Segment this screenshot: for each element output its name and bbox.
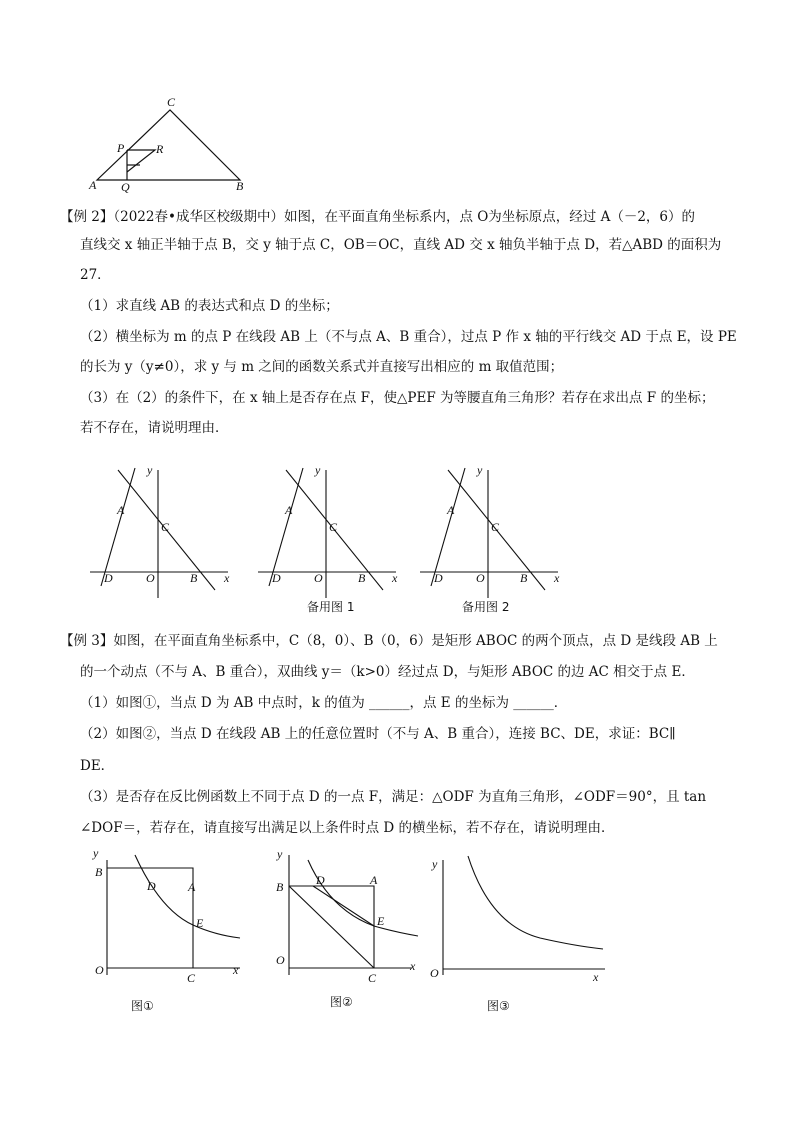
svg-text:A: A [188, 880, 196, 894]
svg-text:B: B [190, 571, 198, 585]
svg-text:A: A [89, 178, 97, 192]
svg-text:D: D [272, 571, 281, 585]
svg-text:y: y [477, 463, 483, 477]
svg-text:A: A [370, 873, 378, 887]
svg-text:y: y [147, 463, 153, 477]
svg-text:C: C [491, 520, 500, 534]
figure-caption: 图① [131, 999, 154, 1013]
svg-text:O: O [276, 953, 285, 967]
example2-line: （1）求直线 AB 的表达式和点 D 的坐标； [80, 298, 339, 314]
example3-line: 的一个动点（不与 A、B 重合），双曲线 y＝（k>0）经过点 D，与矩形 ABOC 的边 AC 相交于点 E． [80, 664, 695, 680]
svg-text:O: O [476, 571, 485, 585]
example2-line: 的长为 y（y≠0），求 y 与 m 之间的函数关系式并直接写出相应的 m 取值范围； [80, 359, 564, 375]
svg-text:x: x [224, 571, 230, 585]
svg-text:C: C [187, 971, 196, 985]
svg-text:P: P [117, 141, 125, 155]
svg-text:O: O [95, 963, 104, 977]
svg-text:C: C [161, 520, 170, 534]
svg-text:A: A [117, 503, 125, 517]
figure-caption: 备用图 2 [462, 600, 510, 614]
example3-line: DE． [80, 758, 115, 774]
triangle-figure [88, 95, 244, 194]
svg-text:E: E [196, 916, 204, 930]
svg-text:B: B [358, 571, 366, 585]
example2-line: （3）在（2）的条件下，在 x 轴上是否存在点 F，使△PEF 为等腰直角三角形？若存在求出点 F 的坐标； [80, 390, 715, 406]
example2-graphs [90, 463, 560, 598]
svg-text:D: D [104, 571, 113, 585]
svg-text:y: y [315, 463, 321, 477]
svg-text:y: y [277, 847, 283, 861]
svg-text:D: D [147, 879, 156, 893]
figure-caption: 图③ [487, 999, 510, 1013]
example3-graphs [92, 846, 605, 985]
svg-text:E: E [377, 914, 385, 928]
example3-line: （1）如图①，当点 D 为 AB 中点时，k 的值为 ______，点 E 的坐标为 ______． [80, 695, 568, 711]
svg-text:R: R [156, 142, 164, 156]
svg-text:O: O [314, 571, 323, 585]
svg-text:C: C [167, 95, 176, 109]
example2-line: 27． [80, 267, 111, 283]
svg-text:x: x [593, 970, 599, 984]
svg-text:y: y [93, 846, 99, 860]
svg-text:C: C [368, 971, 377, 985]
svg-text:O: O [146, 571, 155, 585]
example2-line: 若不存在，请说明理由． [80, 420, 229, 436]
figure-caption: 图② [330, 995, 353, 1009]
svg-text:Q: Q [121, 180, 130, 194]
svg-text:x: x [233, 963, 239, 977]
svg-text:B: B [520, 571, 528, 585]
example3-line: 【例 3】如图，在平面直角坐标系中，C（8，0）、B（0，6）是矩形 ABOC 的两个顶点，点 D 是线段 AB 上 [60, 633, 718, 649]
svg-text:A: A [447, 503, 455, 517]
example2-line: （2）横坐标为 m 的点 P 在线段 AB 上（不与点 A、B 重合），过点 P 作 x 轴的平行线交 AD 于点 E，设 PE [80, 329, 737, 345]
svg-text:B: B [276, 880, 284, 894]
example2-line: 直线交 x 轴正半轴于点 B，交 y 轴于点 C，OB＝OC，直线 AD 交 x 轴负半轴于点 D，若△ABD 的面积为 [80, 237, 722, 253]
figure-caption: 备用图 1 [307, 600, 355, 614]
example3-line: （3）是否存在反比例函数上不同于点 D 的一点 F，满足：△ODF 为直角三角形，∠ODF＝90°，且 tan [80, 789, 707, 805]
svg-text:B: B [236, 179, 244, 193]
svg-text:y: y [432, 857, 438, 871]
svg-text:C: C [329, 520, 338, 534]
svg-text:O: O [430, 966, 439, 980]
svg-text:B: B [95, 865, 103, 879]
svg-text:D: D [434, 571, 443, 585]
example2-line: 【例 2】（2022春•成华区校级期中）如图，在平面直角坐标系内，点 O为坐标原点，经过 A（－2，6）的 [60, 209, 696, 225]
svg-text:x: x [554, 571, 560, 585]
svg-text:x: x [410, 959, 416, 973]
svg-text:A: A [285, 503, 293, 517]
example3-line: （2）如图②，当点 D 在线段 AB 上的任意位置时（不与 A、B 重合），连接 BC、DE，求证：BC∥ [80, 726, 676, 742]
svg-text:x: x [392, 571, 398, 585]
svg-text:D: D [316, 873, 325, 887]
example3-line: ∠DOF＝，若存在，请直接写出满足以上条件时点 D 的横坐标，若不存在，请说明理由． [80, 820, 615, 836]
